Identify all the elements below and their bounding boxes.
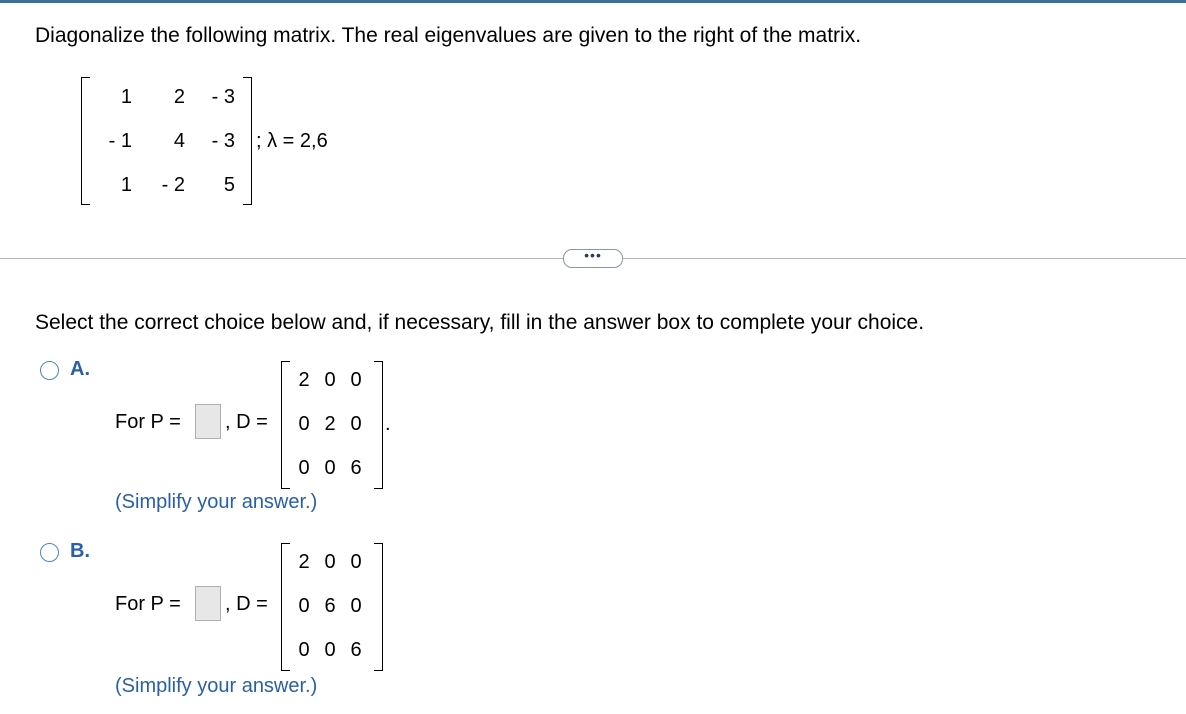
matrix-cell: 1 <box>120 86 132 108</box>
d-matrix-left-bracket <box>281 361 290 489</box>
d-matrix-cell: 2 <box>324 413 336 435</box>
matrix-cell: 1 <box>120 174 132 196</box>
choice-b-p-answer-box[interactable] <box>195 586 221 621</box>
choice-a-letter: A. <box>70 358 90 380</box>
question-text: Diagonalize the following matrix. The real eigenvalues are given to the right of the matrix. <box>35 24 862 47</box>
d-matrix-left-bracket <box>281 543 290 671</box>
choice-a-period: . <box>385 413 391 435</box>
d-matrix-cell: 0 <box>324 369 336 391</box>
matrix-cell: 2 <box>173 86 185 108</box>
d-matrix-cell: 0 <box>350 595 362 617</box>
instruction-text: Select the correct choice below and, if necessary, fill in the answer box to complete your choice. <box>35 311 925 334</box>
d-matrix-right-bracket <box>374 543 383 671</box>
choice-a-p-answer-box[interactable] <box>195 404 221 439</box>
d-matrix-cell: 6 <box>350 639 362 661</box>
d-matrix-cell: 0 <box>324 551 336 573</box>
top-accent-bar <box>0 0 1186 3</box>
eigenvalues-label: ; λ = 2,6 <box>256 130 328 152</box>
d-matrix-cell: 0 <box>298 595 310 617</box>
choice-a-d-label: , D = <box>225 411 268 433</box>
matrix-cell: - 2 <box>161 174 185 196</box>
matrix-cell: 5 <box>223 174 235 196</box>
d-matrix-cell: 0 <box>298 457 310 479</box>
matrix-cell: - 3 <box>211 86 235 108</box>
d-matrix-cell: 0 <box>350 413 362 435</box>
matrix-cell: - 1 <box>108 130 132 152</box>
choice-b-p-label: For P = <box>115 593 181 615</box>
d-matrix-cell: 0 <box>324 457 336 479</box>
matrix-cell: 4 <box>173 130 185 152</box>
d-matrix-cell: 0 <box>298 413 310 435</box>
d-matrix-cell: 6 <box>324 595 336 617</box>
matrix-right-bracket <box>243 77 252 205</box>
d-matrix-cell: 0 <box>350 369 362 391</box>
d-matrix-cell: 0 <box>350 551 362 573</box>
choice-a-hint: (Simplify your answer.) <box>115 491 318 513</box>
d-matrix-cell: 6 <box>350 457 362 479</box>
matrix-left-bracket <box>81 77 90 205</box>
expand-more-button[interactable]: ••• <box>563 249 623 268</box>
choice-a-radio[interactable] <box>40 361 59 380</box>
d-matrix-right-bracket <box>374 361 383 489</box>
choice-b-d-label: , D = <box>225 593 268 615</box>
choice-a-p-label: For P = <box>115 411 181 433</box>
d-matrix-cell: 2 <box>298 551 310 573</box>
choice-b-hint: (Simplify your answer.) <box>115 675 318 697</box>
choice-b-letter: B. <box>70 540 90 562</box>
d-matrix-cell: 0 <box>324 639 336 661</box>
matrix-cell: - 3 <box>211 130 235 152</box>
choice-b-radio[interactable] <box>40 543 59 562</box>
d-matrix-cell: 0 <box>298 639 310 661</box>
d-matrix-cell: 2 <box>298 369 310 391</box>
